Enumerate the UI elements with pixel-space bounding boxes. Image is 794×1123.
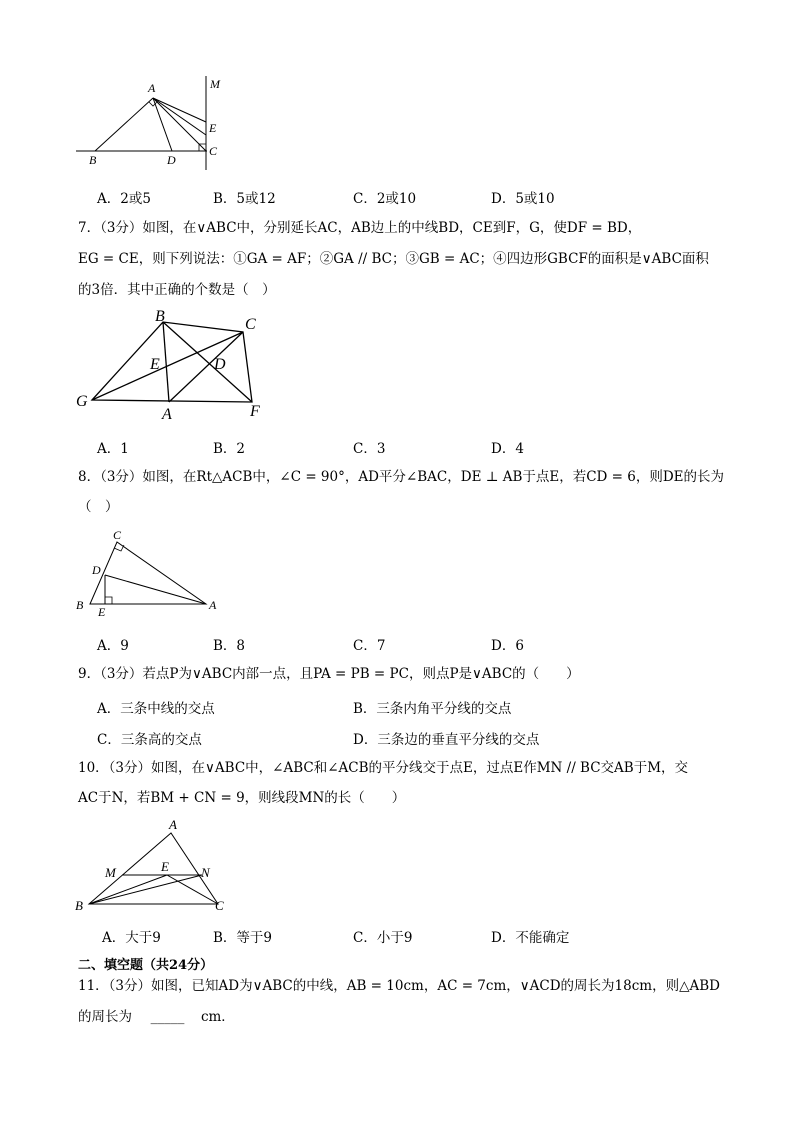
q10-stem-line1: 10．（3分）如图，在∨ABC中，∠ABC和∠ACB的平分线交于点E，过点E作MN // BC交AB于M，交 <box>78 760 689 776</box>
q10-label-a: A <box>169 817 177 832</box>
q10-option-b[interactable]: B．等于9 <box>213 930 273 946</box>
q7-stem-line2: EG = CE，则下列说法：①GA = AF；②GA // BC；③GB = AC；④四边形GBCF的面积是∨ABC面积 <box>78 251 709 267</box>
q6-option-c[interactable]: C．2或10 <box>353 191 417 207</box>
q6-label-e: E <box>209 121 217 135</box>
q10-label-n: N <box>201 865 210 880</box>
q8-label-b: B <box>76 598 84 612</box>
q6-label-a: A <box>148 81 156 95</box>
q7-stem-line3: 的3倍．其中正确的个数是（ ） <box>78 282 276 298</box>
q8-label-e: E <box>98 605 106 619</box>
q8-option-b[interactable]: B．8 <box>213 638 246 654</box>
q8-label-c: C <box>113 528 122 542</box>
q8-stem-line1: 8．（3分）如图，在Rt△ACB中，∠C = 90°，AD平分∠BAC，DE ⊥ AB于点E，若CD = 6，则DE的长为 <box>78 469 725 485</box>
q11-stem-suffix: cm． <box>200 1009 235 1025</box>
section-title-fill-in: 二、填空题（共24分） <box>78 958 214 973</box>
q9-option-a[interactable]: A．三条中线的交点 <box>97 701 215 717</box>
q11-stem-line1: 11．（3分）如图，已知AD为∨ABC的中线，AB = 10cm，AC = 7cm，∨ACD的周长为18cm，则△ABD <box>78 978 720 994</box>
q10-label-m: M <box>105 865 116 880</box>
q7-stem-line1: 7．（3分）如图，在∨ABC中，分别延长AC，AB边上的中线BD，CE到F，G，使DF = BD， <box>78 220 642 236</box>
q9-stem-line1: 9．（3分）若点P为∨ABC内部一点，且PA = PB = PC，则点P是∨ABC的（ ） <box>78 666 580 682</box>
q7-option-a[interactable]: A．1 <box>97 441 129 457</box>
q8-label-d: D <box>92 563 101 577</box>
q6-label-d: D <box>167 153 176 167</box>
q6-option-d[interactable]: D．5或10 <box>491 191 555 207</box>
q10-option-c[interactable]: C．小于9 <box>353 930 413 946</box>
q7-option-b[interactable]: B．2 <box>213 441 246 457</box>
q7-option-c[interactable]: C．3 <box>353 441 386 457</box>
q6-label-b: B <box>89 153 97 167</box>
q8-label-a: A <box>209 598 217 612</box>
q8-option-c[interactable]: C．7 <box>353 638 386 654</box>
q7-label-a: A <box>162 406 172 423</box>
q7-label-e: E <box>150 356 160 373</box>
q9-option-b[interactable]: B．三条内角平分线的交点 <box>353 701 512 717</box>
q7-label-c: C <box>245 316 256 333</box>
q6-label-c: C <box>209 144 218 158</box>
q10-figure <box>70 814 240 914</box>
q7-label-f: F <box>250 403 260 420</box>
q11-answer-blank[interactable]: _____ <box>150 1009 185 1025</box>
q11-stem-prefix: 的周长为 <box>78 1009 132 1025</box>
q9-option-d[interactable]: D．三条边的垂直平分线的交点 <box>353 732 540 748</box>
q10-option-d[interactable]: D．不能确定 <box>491 930 570 946</box>
q8-stem-line2: （ ） <box>78 499 119 515</box>
q10-label-c: C <box>215 898 224 913</box>
q10-label-e: E <box>161 859 169 874</box>
q7-option-d[interactable]: D．4 <box>491 441 524 457</box>
q6-figure <box>70 70 240 170</box>
q6-label-m: M <box>210 77 220 91</box>
q6-option-a[interactable]: A．2或5 <box>97 191 151 207</box>
q7-figure <box>70 308 270 423</box>
q8-option-a[interactable]: A．9 <box>97 638 129 654</box>
q10-stem-line2: AC于N，若BM + CN = 9，则线段MN的长（ ） <box>78 790 406 806</box>
q7-label-d: D <box>214 356 226 373</box>
q8-option-d[interactable]: D．6 <box>491 638 524 654</box>
q10-label-b: B <box>75 898 83 913</box>
q9-option-c[interactable]: C．三条高的交点 <box>97 732 202 748</box>
q7-label-b: B <box>155 308 165 325</box>
q7-label-g: G <box>76 393 88 410</box>
q8-figure <box>72 526 232 621</box>
q6-option-b[interactable]: B．5或12 <box>213 191 276 207</box>
q10-option-a[interactable]: A．大于9 <box>102 930 161 946</box>
q11-stem-line2 <box>78 1008 235 1026</box>
